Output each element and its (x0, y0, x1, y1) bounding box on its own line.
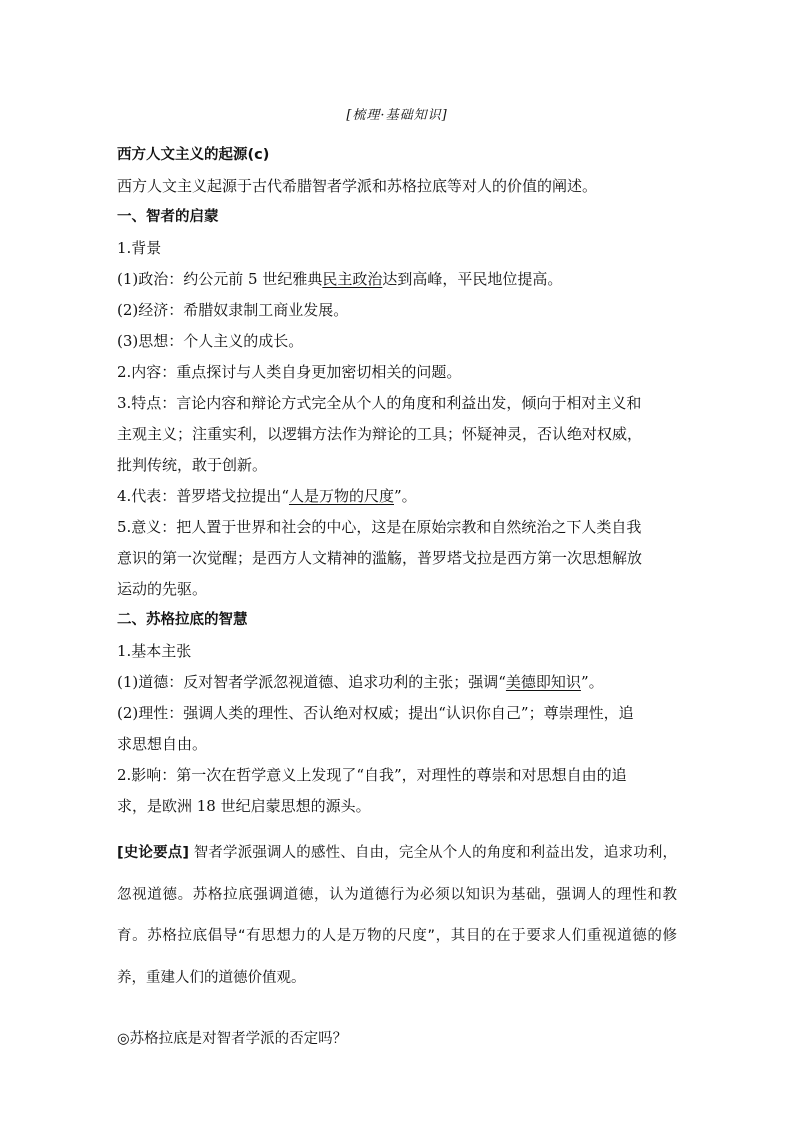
intro-paragraph: 西方人文主义起源于古代希腊智者学派和苏格拉底等对人的价值的阐述。 (117, 177, 598, 195)
section-header: [梳理·基础知识] (346, 108, 448, 123)
reason-line-2: 求思想自由。 (117, 735, 208, 753)
morality-line (117, 667, 677, 698)
key-points-note (117, 833, 677, 999)
politics-prefix: (1)政治：约公元前 5 世纪雅典 (117, 270, 323, 288)
politics-line (117, 264, 677, 295)
claims-heading: 1.基本主张 (117, 642, 192, 660)
morality-suffix: ”。 (580, 673, 604, 691)
meaning-line-3: 运动的先驱。 (117, 580, 208, 598)
key-points-tag: [史论要点] (117, 845, 189, 861)
meaning-line-2: 意识的第一次觉醒；是西方人文精神的滥觞，普罗塔戈拉是西方第一次思想解放 (117, 549, 643, 567)
rep-underlined: 人是万物的尺度 (288, 487, 394, 505)
thought-line: (3)思想：个人主义的成长。 (117, 332, 304, 350)
politics-suffix: 达到高峰，平民地位提高。 (382, 270, 563, 288)
section2-heading: 二、苏格拉底的智慧 (117, 612, 248, 628)
politics-underlined: 民主政治 (322, 270, 383, 288)
background-heading: 1.背景 (117, 239, 162, 257)
features-line-3: 批判传统，敢于创新。 (117, 456, 268, 474)
rep-suffix: ”。 (394, 487, 417, 505)
influence-line-1: 2.影响：第一次在哲学意义上发现了“自我”，对理性的尊崇和对思想自由的追 (117, 766, 627, 784)
key-points-text: 智者学派强调人的感性、自由，完全从个人的角度和利益出发，追求功利，忽视道德。苏格拉底强调道德，认为道德行为必须以知识为基础，强调人的理性和教育。苏格拉底倡导“有思想力的人是万物的尺度”，其目的在于要求人们重视道德的修养，重建人们的道德价值观。 (117, 845, 677, 986)
main-content (117, 140, 677, 822)
representative-line (117, 481, 677, 512)
features-line-2: 主观主义；注重实利，以逻辑方法作为辩论的工具；怀疑神灵，否认绝对权威， (117, 425, 643, 443)
rep-prefix: 4.代表：普罗塔戈拉提出“ (117, 487, 289, 505)
meaning-line-1: 5.意义：把人置于世界和社会的中心，这是在原始宗教和自然统治之下人类自我 (117, 518, 642, 536)
section1-heading: 一、智者的启蒙 (117, 209, 219, 225)
features-line-1: 3.特点：言论内容和辩论方式完全从个人的角度和利益出发，倾向于相对主义和 (117, 394, 642, 412)
topic-heading: 西方人文主义的起源(c) (117, 147, 270, 163)
morality-prefix: (1)道德：反对智者学派忽视道德、追求功利的主张；强调“ (117, 673, 506, 691)
morality-underlined: 美德即知识 (505, 673, 581, 691)
reason-line-1: (2)理性：强调人类的理性、否认绝对权威；提出“认识你自己”；尊崇理性，追 (117, 704, 634, 722)
content-line: 2.内容：重点探讨与人类自身更加密切相关的问题。 (117, 363, 462, 381)
influence-line-2: 求，是欧洲 18 世纪启蒙思想的源头。 (117, 797, 371, 815)
discussion-question: ◎苏格拉底是对智者学派的否定吗？ (117, 1031, 348, 1047)
economy-line: (2)经济：希腊奴隶制工商业发展。 (117, 301, 349, 319)
